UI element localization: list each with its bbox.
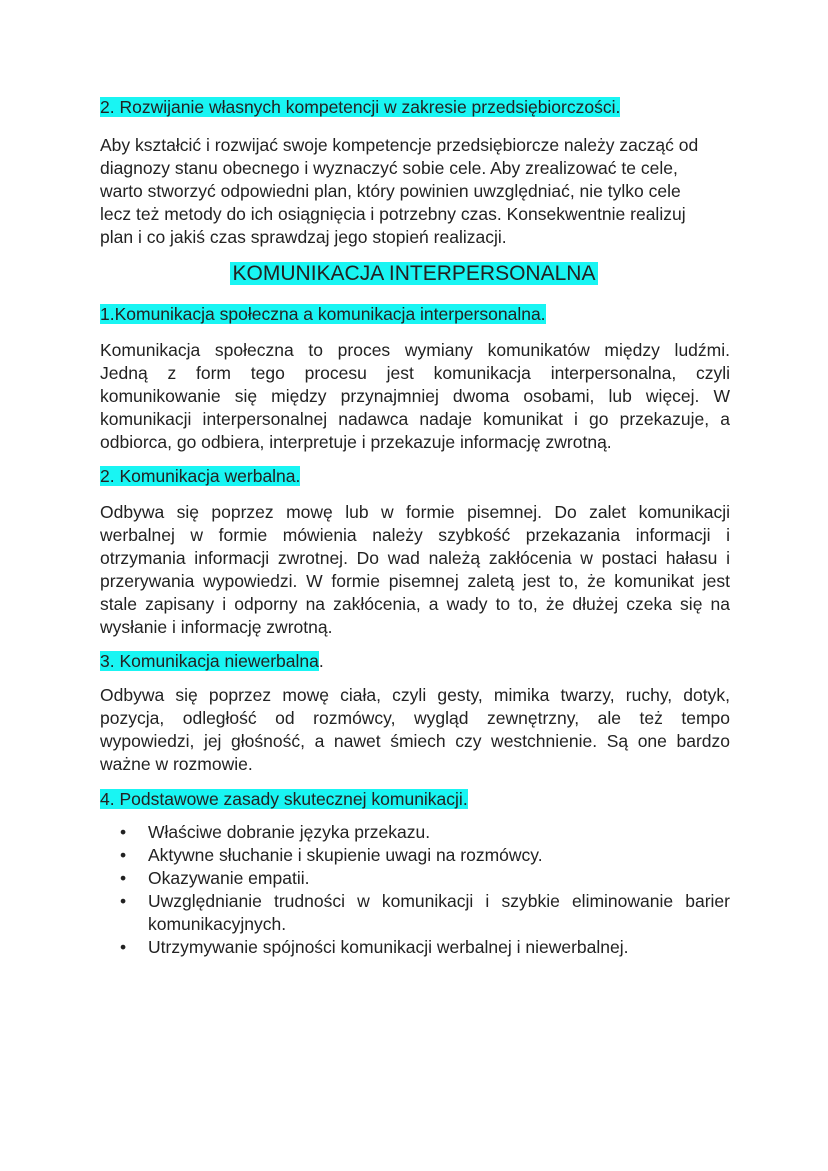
section-heading-competencies bbox=[100, 96, 730, 118]
list-item bbox=[100, 844, 730, 867]
text-line: komunikacji interpersonalnej nadawca nadaje komunikat i go przekazuje, a bbox=[100, 409, 730, 429]
text-line: komunikowanie się między przynajmniej dwoma osobami, lub więcej. W bbox=[100, 386, 730, 406]
text-line: otrzymania informacji zwrotnej. Do wad należą zakłócenia w postaci hałasu i bbox=[100, 548, 730, 568]
section-heading-rules bbox=[100, 788, 730, 810]
item-text: Aktywne słuchanie i skupienie uwagi na rozmówcy. bbox=[148, 845, 543, 865]
heading-text: 4. Podstawowe zasady skutecznej komunikacji. bbox=[100, 789, 468, 809]
section-heading-nonverbal bbox=[100, 650, 730, 672]
bullet-icon: • bbox=[120, 822, 127, 842]
bullet-icon: • bbox=[120, 868, 127, 888]
bullet-icon: • bbox=[120, 937, 127, 957]
heading-text: 1.Komunikacja społeczna a komunikacja interpersonalna. bbox=[100, 304, 546, 324]
heading-text: 2. Rozwijanie własnych kompetencji w zakresie przedsiębiorczości. bbox=[100, 97, 621, 117]
text-line: Odbywa się poprzez mowę ciała, czyli gesty, mimika twarzy, ruchy, dotyk, bbox=[100, 685, 730, 705]
text-line: przerywania wypowiedzi. W formie pisemnej zaletą jest to, że komunikat jest bbox=[100, 571, 730, 591]
rules-list bbox=[100, 821, 730, 959]
text-line: wypowiedzi, jej głośność, a nawet śmiech czy westchnienie. Są one bardzo bbox=[100, 731, 730, 751]
bullet-icon: • bbox=[120, 845, 127, 865]
list-item bbox=[100, 821, 730, 844]
paragraph-nonverbal bbox=[100, 684, 730, 776]
text-line: pozycja, odległość od rozmówcy, wygląd zewnętrzny, ale też tempo bbox=[100, 708, 730, 728]
text-line: odbiorca, go odbiera, interpretuje i przekazuje informację zwrotną. bbox=[100, 432, 612, 452]
page-title bbox=[0, 261, 828, 287]
title-text: KOMUNIKACJA INTERPERSONALNA bbox=[230, 262, 599, 285]
section-heading-verbal bbox=[100, 465, 730, 487]
item-text: Utrzymywanie spójności komunikacji werbalnej i niewerbalnej. bbox=[148, 937, 629, 957]
text-line: warto stworzyć odpowiedni plan, który powinien uwzględniać, nie tylko cele bbox=[100, 181, 681, 201]
item-text: komunikacyjnych. bbox=[148, 914, 287, 934]
text-line: stale zapisany i odporny na zakłócenia, a wady to to, że dłużej czeka się na bbox=[100, 594, 730, 614]
section-heading-social-communication bbox=[100, 303, 730, 325]
text-line: lecz też metody do ich osiągnięcia i potrzebny czas. Konsekwentnie realizuj bbox=[100, 204, 686, 224]
list-item bbox=[100, 890, 730, 936]
item-text: Uwzględnianie trudności w komunikacji i szybkie eliminowanie barier bbox=[148, 891, 730, 911]
heading-text: 2. Komunikacja werbalna. bbox=[100, 466, 301, 486]
text-line: diagnozy stanu obecnego i wyznaczyć sobie cele. Aby zrealizować te cele, bbox=[100, 158, 678, 178]
item-text: Właściwe dobranie języka przekazu. bbox=[148, 822, 431, 842]
text-line: ważne w rozmowie. bbox=[100, 754, 253, 774]
paragraph-competencies bbox=[100, 134, 730, 249]
heading-suffix: . bbox=[318, 651, 324, 671]
item-text: Okazywanie empatii. bbox=[148, 868, 310, 888]
text-line: plan i co jakiś czas sprawdzaj jego stopień realizacji. bbox=[100, 227, 507, 247]
text-line: Odbywa się poprzez mowę lub w formie pisemnej. Do zalet komunikacji bbox=[100, 502, 730, 522]
paragraph-social-communication bbox=[100, 339, 730, 454]
list-item bbox=[100, 936, 730, 959]
text-line: Komunikacja społeczna to proces wymiany komunikatów między ludźmi. bbox=[100, 340, 730, 360]
heading-text: 3. Komunikacja niewerbalna bbox=[100, 651, 319, 671]
text-line: Jedną z form tego procesu jest komunikacja interpersonalna, czyli bbox=[100, 363, 730, 383]
text-line: werbalnej w formie mówienia należy szybkość przekazania informacji i bbox=[100, 525, 730, 545]
text-line: Aby kształcić i rozwijać swoje kompetencje przedsiębiorcze należy zacząć od bbox=[100, 135, 699, 155]
bullet-icon: • bbox=[120, 891, 127, 911]
list-item bbox=[100, 867, 730, 890]
paragraph-verbal bbox=[100, 501, 730, 639]
text-line: wysłanie i informację zwrotną. bbox=[100, 617, 333, 637]
